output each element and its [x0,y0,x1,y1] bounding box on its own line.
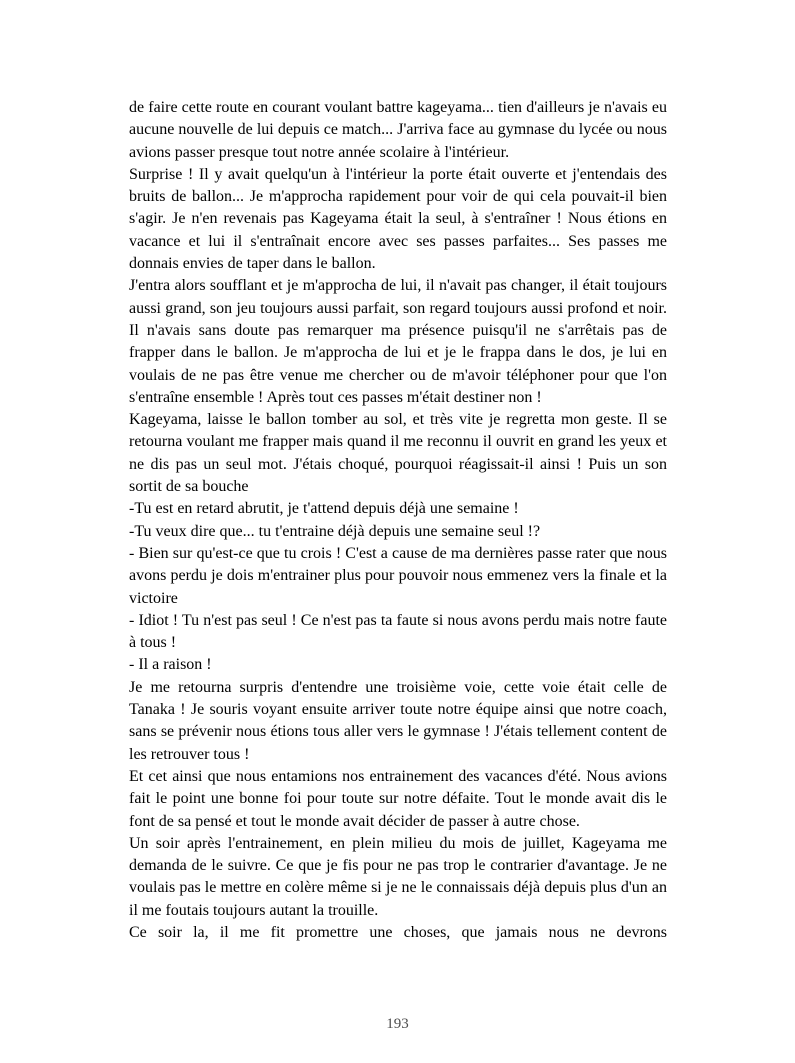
paragraph: J'entra alors soufflant et je m'approcha de lui, il n'avait pas changer, il était toujours aussi grand, son jeu toujours aussi parfait, son regard toujours aussi profond et noir. Il n'avais sans doute pas remarquer ma présence puisqu'il ne s'arrêtais pas de frapper dans le ballon. Je m'approcha de lui et je le frappa dans le dos, je lui en voulais de ne pas être venue me chercher ou de m'avoir téléphoner pour que l'on s'entraîne ensemble ! Après tout ces passes m'était destiner non ! [129,277,667,406]
paragraph: Je me retourna surpris d'entendre une troisième voie, cette voie était celle de Tanaka ! Je souris voyant ensuite arriver toute notre équipe ainsi que notre coach, sans se prévenir nous étions tous aller vers le gymnase ! J'étais tellement content de les retrouver tous ! [129,678,667,763]
paragraph: Un soir après l'entrainement, en plein milieu du mois de juillet, Kageyama me demanda de le suivre. Ce que je fis pour ne pas trop le contrarier d'avantage. Je ne voulais pas le mettre en colère même si je ne le connaissais déjà depuis plus d'un an il me foutais toujours autant la trouille. [129,834,667,919]
dialogue-line: - Idiot ! Tu n'est pas seul ! Ce n'est pas ta faute si nous avons perdu mais notre faute à tous ! [129,611,667,652]
page-number: 193 [386,1016,409,1032]
paragraph: Et cet ainsi que nous entamions nos entrainement des vacances d'été. Nous avions fait le point une bonne foi pour toute sur notre défaite. Tout le monde avait dis le font de sa pensé et tout le monde avait décider de passer à autre chose. [129,767,667,830]
dialogue-line: -Tu est en retard abrutit, je t'attend depuis déjà une semaine ! [129,500,519,518]
paragraph: Surprise ! Il y avait quelqu'un à l'intérieur la porte était ouverte et j'entendais des bruits de ballon... Je m'approcha rapidement pour voir de qui cela pouvait-il bien s'agir. Je n'en revenais pas Kageyama était la seul, à s'entraîner ! Nous étions en vacance et lui il s'entraînait encore avec ses passes parfaites... Ses passes me donnais envies de taper dans le ballon. [129,165,667,273]
dialogue-line: -Tu veux dire que... tu t'entraine déjà depuis une semaine seul !? [129,522,541,540]
paragraph: Kageyama, laisse le ballon tomber au sol, et très vite je regretta mon geste. Il se retourna voulant me frapper mais quand il me reconnu il ouvrit en grand les yeux et ne dis pas un seul mot. J'étais choqué, pourquoi réagissait-il ainsi ! Puis un son sortit de sa bouche [129,411,667,496]
dialogue-line: - Il a raison ! [129,656,212,674]
paragraph: Ce soir la, il me fit promettre une choses, que jamais nous ne devrons [129,923,667,941]
text-block [129,97,667,944]
paragraph: de faire cette route en courant voulant battre kageyama... tien d'ailleurs je n'avais eu aucune nouvelle de lui depuis ce match... J'arriva face au gymnase du lycée ou nous avions passer presque tout notre année scolaire à l'intérieur. [129,99,667,161]
dialogue-line: - Bien sur qu'est-ce que tu crois ! C'est a cause de ma dernières passe rater que nous avons perdu je dois m'entrainer plus pour pouvoir nous emmenez vers la finale et la victoire [129,544,667,607]
